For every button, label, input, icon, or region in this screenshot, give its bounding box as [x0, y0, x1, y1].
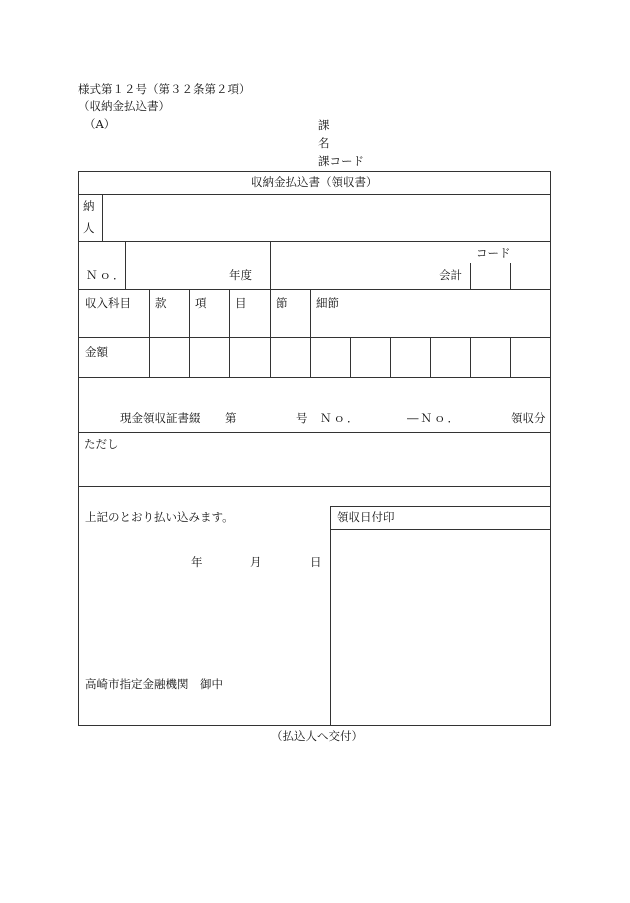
ryoushuubun-label: 領収分	[511, 411, 546, 425]
stamp-label: 領収日付印	[337, 510, 395, 524]
amount-label: 金額	[85, 345, 108, 359]
setsu-label: 節	[276, 296, 288, 310]
payer-label-2: 人	[83, 221, 95, 235]
declaration-text: 上記のとおり払い込みます。	[85, 510, 234, 524]
stamp-area	[331, 530, 550, 725]
section-mei: 名	[318, 136, 330, 150]
rule-col-9	[470, 337, 471, 377]
footer-note: （払込人へ交付）	[271, 729, 363, 743]
rule-payer	[78, 241, 551, 242]
date-month-label: 月	[250, 555, 262, 569]
fiscal-year-label: 年度	[229, 268, 252, 282]
kan-label: 款	[155, 296, 167, 310]
rule-col-6	[350, 337, 351, 377]
date-year-label: 年	[191, 555, 203, 569]
rule-col-1	[149, 289, 150, 377]
rule-col-5	[310, 289, 311, 377]
rule-col-3	[229, 289, 230, 377]
rule-amount	[78, 377, 551, 378]
no-from-label: Ｎｏ．	[320, 411, 361, 425]
section-code-label: 課コード	[318, 154, 364, 168]
recipient-label: 高崎市指定金融機関 御中	[85, 677, 223, 691]
rule-receipt	[78, 432, 551, 433]
proviso-label: ただし	[84, 437, 119, 451]
rule-year-divider	[270, 241, 271, 289]
form-name: （収納金払込書）	[78, 99, 170, 113]
form-title: 収納金払込書（領収書）	[251, 175, 378, 189]
revenue-subject-label: 収入科目	[85, 296, 131, 310]
moku-label: 目	[235, 296, 247, 310]
kou-label: 項	[195, 296, 207, 310]
no-label: Ｎｏ．	[86, 268, 127, 282]
rule-code-a	[470, 263, 471, 289]
rule-proviso	[78, 486, 551, 487]
rule-col-4	[270, 289, 271, 377]
cash-receipt-book-label: 現金領収証書綴	[120, 411, 201, 425]
section-ka: 課	[318, 118, 330, 132]
rule-title	[78, 194, 551, 195]
payer-label-1: 納	[83, 199, 95, 213]
rule-code-b	[510, 263, 511, 289]
no-to-label: ―Ｎｏ．	[407, 411, 461, 425]
rule-payer-divider	[102, 194, 103, 241]
code-label: コード	[476, 246, 511, 260]
copy-label: （A）	[84, 117, 116, 131]
gou-label: 号	[296, 411, 308, 425]
rule-col-7	[390, 337, 391, 377]
form-number: 様式第１２号（第３２条第２項）	[78, 82, 251, 96]
rule-col-8	[430, 337, 431, 377]
dai-label: 第	[225, 411, 237, 425]
saisetsu-label: 細節	[316, 296, 339, 310]
accounting-label: 会計	[439, 268, 462, 282]
rule-stamp-top	[330, 506, 551, 507]
rule-col-10	[510, 337, 511, 377]
rule-col-2	[189, 289, 190, 377]
date-day-label: 日	[310, 555, 322, 569]
